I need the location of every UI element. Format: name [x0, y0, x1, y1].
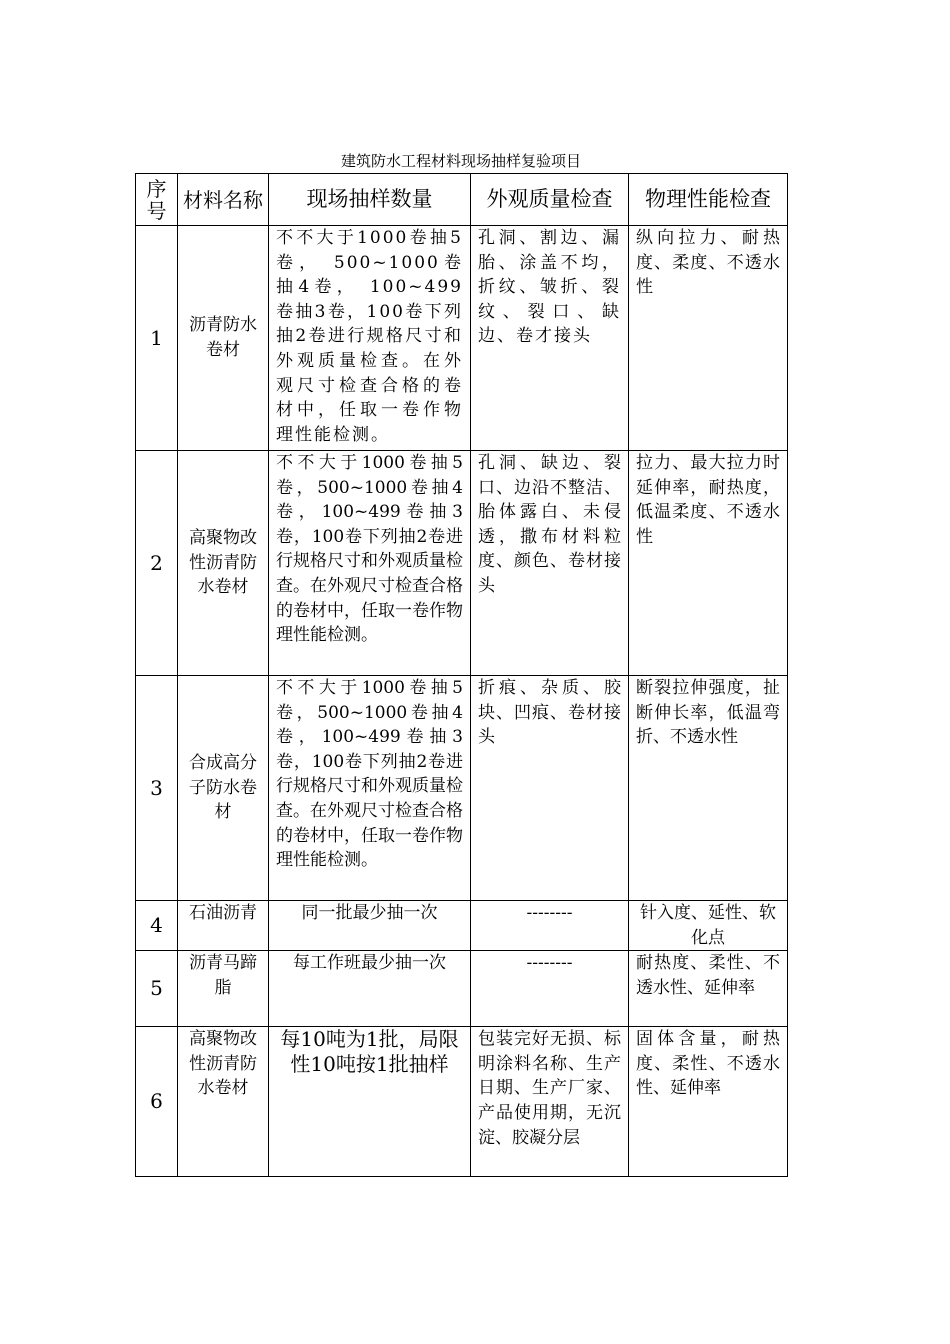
- row-appearance: 包装完好无损、标明涂料名称、生产日期、生产厂家、产品使用期，无沉淀、胶凝分层: [471, 1027, 629, 1177]
- row-appearance: 孔洞、缺边、裂口、边沿不整洁、胎体露白、未侵透，撒布材料粒度、颜色、卷材接头: [471, 451, 629, 676]
- table-row: [136, 451, 788, 676]
- row-material-name: 沥青马蹄脂: [178, 951, 269, 1027]
- row-appearance: 孔洞、割边、漏胎、涂盖不均，折纹、皱折、裂纹、裂口、缺边、卷才接头: [471, 226, 629, 451]
- row-physical: 固体含量，耐热度、柔性、不透水性、延伸率: [629, 1027, 788, 1177]
- row-no: 5: [136, 951, 178, 1027]
- row-sampling: 每工作班最少抽一次: [269, 951, 471, 1027]
- row-sampling: 不不大于1000卷抽5卷，500~1000卷抽4卷，100~499卷抽3卷，100卷下列抽2卷进行规格尺寸和外观质量检查。在外观尺寸检查合格的卷材中，任取一卷作物理性能检测。: [269, 451, 471, 676]
- table-row: [136, 226, 788, 451]
- row-no: 1: [136, 226, 178, 451]
- table-row: [136, 901, 788, 951]
- row-physical: 拉力、最大拉力时延伸率，耐热度，低温柔度、不透水性: [629, 451, 788, 676]
- row-appearance: --------: [471, 951, 629, 1027]
- row-sampling: 每10吨为1批，局限性10吨按1批抽样: [269, 1027, 471, 1177]
- sampling-table: [135, 173, 788, 1177]
- row-no: 3: [136, 676, 178, 901]
- row-appearance: --------: [471, 901, 629, 951]
- row-sampling: 不不大于1000卷抽5卷， 500~1000卷抽4卷， 100~499卷抽3卷，100卷下列抽2卷进行规格尺寸和外观质量检查。在外观尺寸检查合格的卷材中，任取一卷作物理性能检测。: [269, 226, 471, 451]
- header-sampling: 现场抽样数量: [269, 174, 471, 226]
- row-physical: 耐热度、柔性、不透水性、延伸率: [629, 951, 788, 1027]
- header-name: 材料名称: [178, 174, 269, 226]
- row-sampling: 同一批最少抽一次: [269, 901, 471, 951]
- row-sampling: 不不大于1000卷抽5卷，500~1000卷抽4卷，100~499卷抽3卷，100卷下列抽2卷进行规格尺寸和外观质量检查。在外观尺寸检查合格的卷材中，任取一卷作物理性能检测。: [269, 676, 471, 901]
- row-material-name: 高聚物改性沥青防水卷材: [178, 451, 269, 676]
- row-material-name: 合成高分子防水卷材: [178, 676, 269, 901]
- header-no: 序号: [136, 174, 178, 226]
- row-appearance: 折痕、杂质、胶块、凹痕、卷材接头: [471, 676, 629, 901]
- table-header-row: [136, 174, 788, 226]
- table-row: [136, 676, 788, 901]
- row-material-name: 高聚物改性沥青防水卷材: [178, 1027, 269, 1177]
- header-appearance: 外观质量检查: [471, 174, 629, 226]
- table-row: [136, 951, 788, 1027]
- row-physical: 断裂拉伸强度，扯断伸长率，低温弯折、不透水性: [629, 676, 788, 901]
- row-material-name: 沥青防水卷材: [178, 226, 269, 451]
- row-material-name: 石油沥青: [178, 901, 269, 951]
- table-row: [136, 1027, 788, 1177]
- document-title: 建筑防水工程材料现场抽样复验项目: [340, 152, 581, 170]
- row-physical: 针入度、延性、软化点: [629, 901, 788, 951]
- row-no: 2: [136, 451, 178, 676]
- row-no: 4: [136, 901, 178, 951]
- row-physical: 纵向拉力、耐热度、柔度、不透水性: [629, 226, 788, 451]
- row-no: 6: [136, 1027, 178, 1177]
- header-physical: 物理性能检查: [629, 174, 788, 226]
